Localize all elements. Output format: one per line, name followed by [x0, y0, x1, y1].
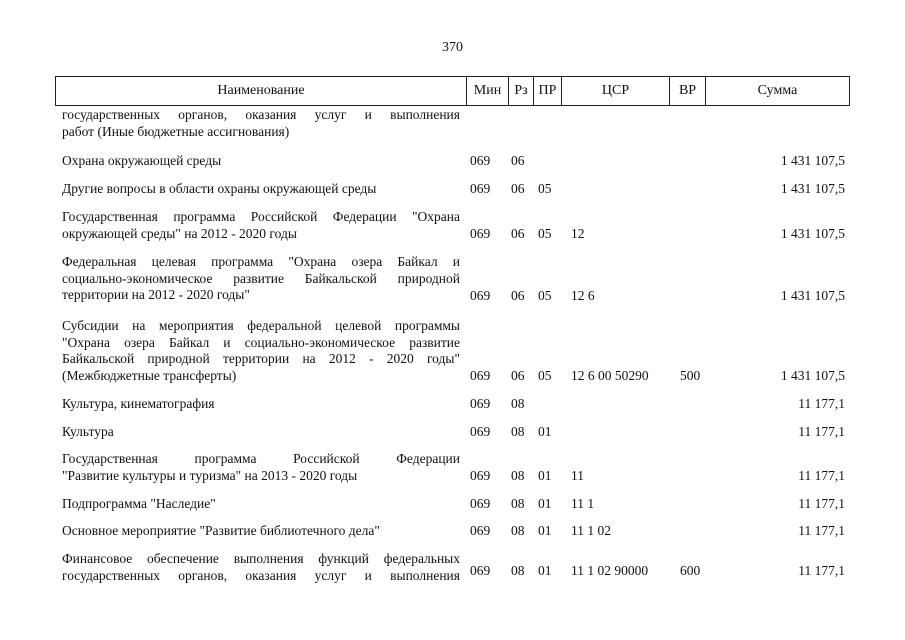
- cell-min: 069: [470, 226, 491, 241]
- page-number: 370: [442, 40, 463, 55]
- header-name: Наименование: [217, 83, 305, 98]
- cell-sum: 1 431 107,5: [780, 288, 845, 303]
- table-row-name: [62, 181, 460, 198]
- cell-rz: 06: [511, 288, 525, 303]
- cell-pr: 05: [538, 288, 552, 303]
- header-csr: ЦСР: [601, 83, 630, 98]
- table-row-name: [62, 254, 460, 304]
- cell-rz: 06: [511, 153, 525, 168]
- row-line: социально-экономическое развитие Байкальской природной: [62, 270, 460, 286]
- cell-csr: 12: [571, 226, 585, 241]
- cell-sum: 11 177,1: [798, 496, 845, 511]
- cell-csr: 12 6 00 50290: [571, 368, 649, 383]
- cell-sum: 1 431 107,5: [780, 153, 845, 168]
- table-row-name: [62, 551, 460, 584]
- cell-pr: 01: [538, 523, 552, 538]
- cell-rz: 08: [511, 563, 525, 578]
- cell-pr: 05: [538, 368, 552, 383]
- cell-min: 069: [470, 468, 491, 483]
- cell-rz: 08: [511, 496, 525, 511]
- cell-sum: 11 177,1: [798, 563, 845, 578]
- row-line: Культура: [62, 424, 114, 439]
- cell-csr: 12 6: [571, 288, 595, 303]
- cell-sum: 11 177,1: [798, 523, 845, 538]
- cell-sum: 1 431 107,5: [780, 181, 845, 196]
- row-line: Подпрограмма "Наследие": [62, 496, 216, 511]
- header-sum: Сумма: [757, 83, 798, 98]
- table-row-name: [62, 107, 460, 140]
- cell-rz: 06: [511, 368, 525, 383]
- cell-min: 069: [470, 424, 491, 439]
- cell-rz: 08: [511, 396, 525, 411]
- cell-sum: 11 177,1: [798, 396, 845, 411]
- cell-vr: 600: [680, 563, 701, 578]
- cell-pr: 01: [538, 468, 552, 483]
- row-line: Охрана окружающей среды: [62, 153, 222, 168]
- row-line: Финансовое обеспечение выполнения функций федеральных: [62, 551, 460, 566]
- cell-min: 069: [470, 396, 491, 411]
- cell-min: 069: [470, 563, 491, 578]
- table-row-name: [62, 318, 460, 384]
- cell-pr: 01: [538, 496, 552, 511]
- row-line: Субсидии на мероприятия федеральной целевой программы: [62, 318, 460, 333]
- table-row-name: [62, 153, 460, 170]
- table-row-name: [62, 424, 460, 441]
- row-line: Государственная программа Российской Федерации: [62, 451, 460, 466]
- row-line: "Охрана озера Байкал и социально-экономическое развитие: [62, 334, 460, 350]
- row-line: Культура, кинематография: [62, 396, 215, 411]
- table-row-name: [62, 496, 460, 513]
- cell-pr: 05: [538, 226, 552, 241]
- cell-rz: 08: [511, 424, 525, 439]
- table-row-name: [62, 451, 460, 484]
- table-row-name: [62, 396, 460, 413]
- cell-sum: 1 431 107,5: [780, 368, 845, 383]
- cell-csr: 11: [571, 468, 584, 483]
- cell-csr: 11 1 02 90000: [571, 563, 649, 578]
- table-row-name: [62, 209, 460, 242]
- cell-csr: 11 1 02: [571, 523, 611, 538]
- cell-min: 069: [470, 153, 491, 168]
- cell-sum: 11 177,1: [798, 424, 845, 439]
- cell-pr: 05: [538, 181, 552, 196]
- row-line: Байкальской природной территории на 2012 - 2020 годы": [62, 351, 460, 366]
- cell-csr: 11 1: [571, 496, 595, 511]
- row-line: работ (Иные бюджетные ассигнования): [62, 123, 290, 139]
- cell-vr: 500: [680, 368, 701, 383]
- header-pr: ПР: [538, 83, 557, 98]
- row-line: Федеральная целевая программа "Охрана озера Байкал и: [62, 254, 460, 269]
- row-line: окружающей среды" на 2012 - 2020 годы: [62, 225, 297, 241]
- header-vr: ВР: [678, 83, 697, 98]
- header-rz: Рз: [514, 83, 528, 98]
- cell-rz: 08: [511, 523, 525, 538]
- row-line: государственных органов, оказания услуг и выполнения: [62, 107, 460, 122]
- cell-rz: 06: [511, 181, 525, 196]
- header-min: Мин: [473, 83, 502, 98]
- cell-sum: 11 177,1: [798, 468, 845, 483]
- cell-min: 069: [470, 288, 491, 303]
- row-line: Основное мероприятие "Развитие библиотечного дела": [62, 523, 380, 538]
- row-line: "Развитие культуры и туризма" на 2013 - 2020 годы: [62, 467, 358, 483]
- cell-pr: 01: [538, 424, 552, 439]
- table-header: [55, 76, 850, 106]
- row-line: государственных органов, оказания услуг и выполнения: [62, 567, 460, 583]
- cell-sum: 1 431 107,5: [780, 226, 845, 241]
- cell-rz: 06: [511, 226, 525, 241]
- cell-min: 069: [470, 368, 491, 383]
- row-line: (Межбюджетные трансферты): [62, 367, 237, 383]
- cell-min: 069: [470, 523, 491, 538]
- cell-min: 069: [470, 496, 491, 511]
- table-row-name: [62, 523, 460, 540]
- cell-pr: 01: [538, 563, 552, 578]
- cell-rz: 08: [511, 468, 525, 483]
- row-line: Другие вопросы в области охраны окружающей среды: [62, 181, 377, 196]
- row-line: территории на 2012 - 2020 годы": [62, 287, 250, 302]
- row-line: Государственная программа Российской Федерации "Охрана: [62, 209, 460, 224]
- cell-min: 069: [470, 181, 491, 196]
